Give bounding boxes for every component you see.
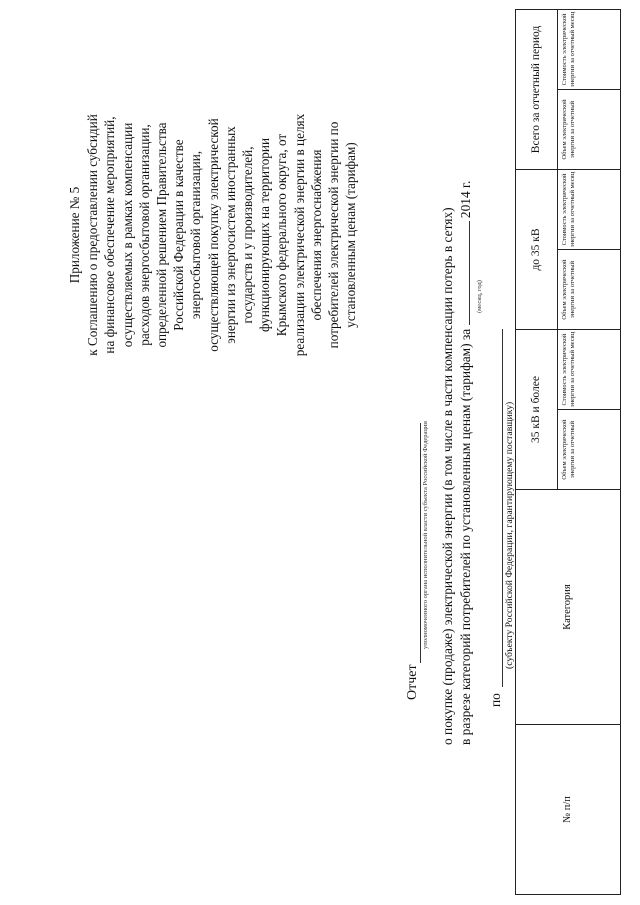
appendix-line: реализации электрической энергии в целях (291, 113, 307, 357)
group-35kv-and-more: 35 кВ и более (516, 330, 558, 490)
subject-underline (502, 329, 503, 687)
period-caption: (месяц, год) (476, 280, 483, 313)
appendix-line: Российской Федерации в качестве (171, 139, 187, 331)
sub-cost-total: Стоимость электрической энергии за отчетный месяц (558, 9, 621, 89)
appendix-line: энергосбытовой организации, (188, 150, 204, 320)
appendix-line: функционирующих на территории (257, 137, 273, 333)
appendix-line: определенной решением Правительства (154, 122, 170, 348)
report-table (515, 9, 621, 895)
group-total-period: Всего за отчетный период (516, 9, 558, 169)
appendix-block (66, 45, 359, 425)
appendix-line: к Соглашению о предоставлении субсидий (85, 114, 101, 356)
appendix-line: государств и у производителей, (240, 146, 256, 324)
sub-volume-35kv: Объем электрической энергии за отчетный (558, 410, 621, 490)
authority-caption: уполномоченного органа исполнительной власти субъекта Российской Федерации (422, 421, 429, 649)
authority-underline (420, 423, 421, 663)
sub-cost-under-35kv: Стоимость электрической энергии за отчетный месяц (558, 169, 621, 249)
sub-volume-under-35kv: Объем электрической энергии за отчетный (558, 250, 621, 330)
appendix-title: Приложение № 5 (67, 186, 82, 284)
sub-volume-total: Объем электрической энергии за отчетный (558, 89, 621, 169)
report-line-2-prefix: в разрезе категорий потребителей по установленным ценам (тарифам) за (458, 328, 473, 745)
appendix-line: Крымского федерального округа, от (274, 133, 290, 337)
col-category-header: Категория (516, 490, 621, 725)
appendix-line: осуществляемых в рамках компенсации (119, 122, 135, 348)
group-up-to-35kv: до 35 кВ (516, 169, 558, 329)
appendix-line: расходов энергосбытовой организации, (136, 124, 152, 346)
report-year: 2014 г. (458, 180, 473, 219)
appendix-line: потребителей электрической энергии по (326, 121, 342, 349)
report-heading: Отчет (405, 664, 420, 700)
col-num-header: № п/п (516, 725, 621, 895)
appendix-line: энергии из энергосистем иностранных (222, 126, 238, 344)
appendix-line: установленным ценам (тарифам) (343, 142, 359, 328)
subject-caption: (субъекту Российской Федерации, гарантирующему поставщику) (504, 401, 515, 669)
appendix-line: обеспечения энергоснабжения (308, 149, 324, 321)
appendix-line: на финансовое обеспечение мероприятий, (102, 116, 118, 354)
po-label: по (488, 693, 503, 707)
sub-cost-35kv: Стоимость электрической энергии за отчетный месяц (558, 330, 621, 410)
appendix-line: осуществляющей покупку электрической (205, 118, 221, 352)
period-blank (459, 221, 470, 325)
report-line-2 (458, 181, 474, 745)
appendix-lines (84, 45, 359, 425)
report-line-1: о покупке (продаже) электрической энергии (в том числе в части компенсации потерь в сетях) (440, 207, 455, 745)
